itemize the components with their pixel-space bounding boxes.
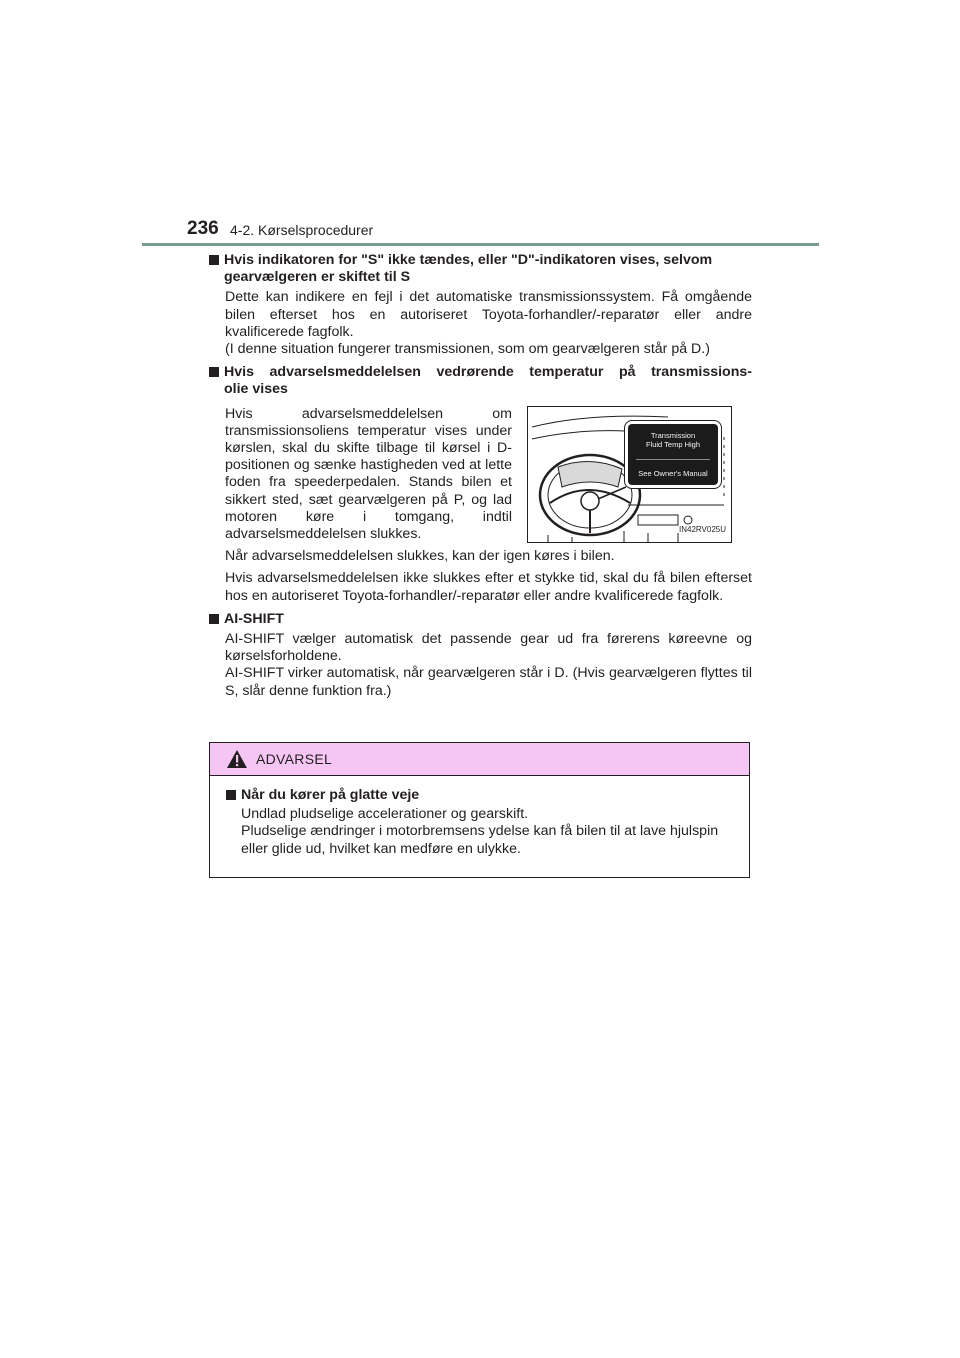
paragraph: Dette kan indikere en fejl i det automatiske transmissionssystem. Få omgående bilen efterset hos en autoriseret Toyota-forhandler/-reparatør eller andre kvalificerede fagfolk. <box>225 289 752 340</box>
figure-code: IN42RV025U <box>679 525 726 535</box>
screen-line-1: Transmission <box>650 430 696 440</box>
warning-triangle-icon <box>226 749 248 769</box>
main-content <box>208 252 752 706</box>
section-body <box>225 548 752 605</box>
warning-heading <box>225 787 743 804</box>
square-bullet-icon <box>209 614 219 624</box>
heading-line-1: Hvis advarselsmeddelelsen vedrørende temperatur på transmissions- <box>224 364 752 381</box>
square-bullet-icon <box>209 367 219 377</box>
section-s-indicator <box>208 252 752 358</box>
warning-line: Pludselige ændringer i motorbremsens ydelse kan få bilen til at lave hjulspin eller glide ud, hvilket kan medføre en ulykke. <box>241 823 719 857</box>
section-body <box>225 631 752 700</box>
paragraph: (I denne situation fungerer transmissionen, som om gearvælgeren står på D.) <box>225 341 710 358</box>
paragraph: Hvis advarselsmeddelelsen ikke slukkes efter et stykke tid, skal du få bilen efterset hos en autoriseret Toyota-forhandler/-reparatør eller andre kvalificerede fagfolk. <box>225 570 752 604</box>
square-bullet-icon <box>209 255 219 265</box>
section-heading <box>208 252 752 286</box>
paragraph: AI-SHIFT vælger automatisk det passende gear ud fra førerens køreevne og kørselsforholdene. <box>225 631 752 665</box>
section-heading <box>208 364 752 398</box>
section-body <box>225 289 752 358</box>
warning-label: ADVARSEL <box>256 751 333 767</box>
screen-line-2: Fluid Temp High <box>645 439 701 449</box>
chapter-title: 4-2. Kørselsprocedurer <box>230 222 374 238</box>
warning-header <box>210 743 749 776</box>
warning-heading-text: Når du kører på glatte veje <box>241 787 420 803</box>
dashboard-illustration <box>527 406 732 543</box>
screen-line-3: See Owner's Manual <box>638 468 708 478</box>
heading-line-2: gearvælgeren er skiftet til S <box>224 269 411 286</box>
header-rule <box>142 243 819 246</box>
figure-text: Hvis advarselsmeddelelsen om transmissionsoliens temperatur vises under kørslen, skal du skifte tilbage til kørsel i D-positionen og sænke hastigheden ved at lette foden fra speederpedalen. Stands bilen et sikkert sted, sæt gearvælgeren på P, og lad motoren køre i tomgang, indtil advarselsmeddelelsen slukkes. <box>225 405 512 543</box>
paragraph: AI-SHIFT virker automatisk, når gearvælgeren står i D. (Hvis gearvælgeren flyttes til S, slår denne funktion fra.) <box>225 665 752 699</box>
warning-display-screen <box>625 421 721 488</box>
square-bullet-icon <box>226 790 236 800</box>
figure-row <box>225 406 752 544</box>
section-ai-shift <box>208 611 752 700</box>
section-heading <box>208 611 752 628</box>
warning-body <box>225 787 743 862</box>
heading-line-1: Hvis indikatoren for "S" ikke tændes, eller "D"-indikatoren vises, selvom <box>224 252 713 268</box>
warning-line: Undlad pludselige accelerationer og gearskift. <box>241 806 529 823</box>
heading-line-2: olie vises <box>224 381 288 398</box>
page-number: 236 <box>187 218 219 239</box>
warning-text <box>241 806 743 858</box>
warning-box <box>209 742 750 878</box>
screen-divider <box>636 459 710 460</box>
paragraph: Når advarselsmeddelelsen slukkes, kan der igen køres i bilen. <box>225 548 615 565</box>
heading-line-1: AI-SHIFT <box>224 610 284 627</box>
section-fluid-temp <box>208 364 752 605</box>
